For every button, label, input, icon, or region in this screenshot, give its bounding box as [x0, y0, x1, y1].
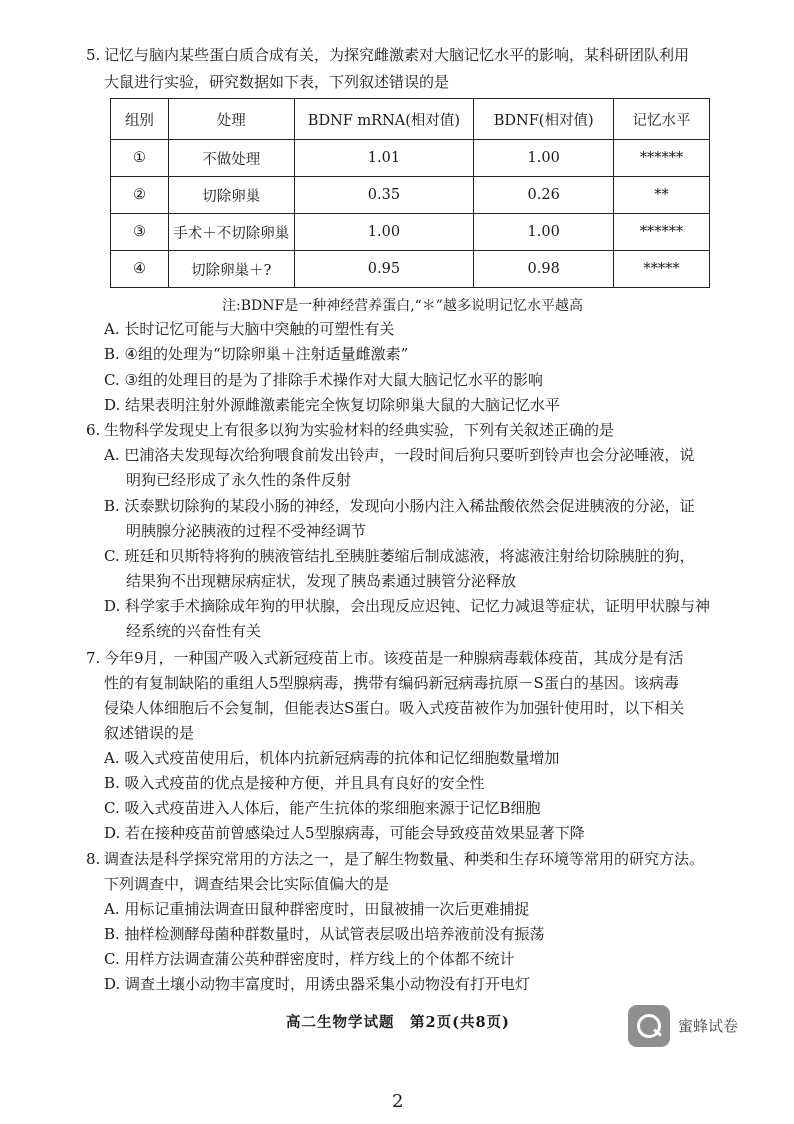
table-cell: 不做处理	[168, 140, 294, 177]
table-cell: ②	[111, 177, 169, 214]
page-number: 2	[392, 1091, 404, 1112]
question-5-option-a: A. 长时记忆可能与大脑中突触的可塑性有关	[104, 320, 395, 338]
table-cell: ①	[111, 140, 169, 177]
question-8-number: 8.	[86, 850, 101, 868]
question-5-stem-line-1: 记忆与脑内某些蛋白质合成有关，为探究雌激素对大脑记忆水平的影响，某科研团队利用	[104, 46, 690, 64]
header-bdnf-mrna: BDNF mRNA(相对值)	[294, 99, 474, 140]
table-cell: *****	[614, 251, 710, 288]
question-8-option-d: D. 调查土壤小动物丰富度时，用诱虫器采集小动物没有打开电灯	[104, 975, 531, 993]
question-7-stem-line-1: 今年9月，一种国产吸入式新冠疫苗上市。该疫苗是一种腺病毒载体疫苗，其成分是有活	[104, 649, 684, 667]
table-cell: 手术＋不切除卵巢	[168, 214, 294, 251]
table-header-row	[111, 99, 710, 140]
question-6-option-d-line-1: D. 科学家手术摘除成年狗的甲状腺，会出现反应迟钝、记忆力减退等症状，证明甲状腺与神	[104, 597, 711, 615]
header-bdnf: BDNF(相对值)	[474, 99, 614, 140]
question-5-number: 5.	[86, 46, 101, 64]
question-8-option-c: C. 用样方法调查蒲公英种群密度时，样方线上的个体都不统计	[104, 950, 515, 968]
question-7-option-a: A. 吸入式疫苗使用后，机体内抗新冠病毒的抗体和记忆细胞数量增加	[104, 749, 560, 767]
table-cell: **	[614, 177, 710, 214]
table-cell: 0.35	[294, 177, 474, 214]
table-cell: 1.01	[294, 140, 474, 177]
header-treatment: 处理	[168, 99, 294, 140]
question-7-option-b: B. 吸入式疫苗的优点是接种方便，并且具有良好的安全性	[104, 774, 485, 792]
table-row	[111, 177, 710, 214]
question-7-stem-line-3: 侵染人体细胞后不会复制，但能表达S蛋白。吸入式疫苗被作为加强针使用时，以下相关	[104, 699, 685, 717]
table-row	[111, 140, 710, 177]
table-cell: 切除卵巢＋?	[168, 251, 294, 288]
question-7-option-c: C. 吸入式疫苗进入人体后，能产生抗体的浆细胞来源于记忆B细胞	[104, 799, 541, 817]
question-7-option-d: D. 若在接种疫苗前曾感染过人5型腺病毒，可能会导致疫苗效果显著下降	[104, 824, 585, 842]
data-table	[110, 98, 710, 288]
question-7-number: 7.	[86, 649, 101, 667]
question-5-stem-line-2: 大鼠进行实验，研究数据如下表，下列叙述错误的是	[104, 73, 450, 91]
table-note: 注:BDNF是一种神经营养蛋白,“＊”越多说明记忆水平越高	[222, 298, 583, 314]
table-cell: 0.98	[474, 251, 614, 288]
question-6-stem: 生物科学发现史上有很多以狗为实验材料的经典实验，下列有关叙述正确的是	[104, 421, 615, 439]
table-cell: 1.00	[474, 214, 614, 251]
question-7-stem-line-4: 叙述错误的是	[104, 724, 195, 742]
table-row	[111, 214, 710, 251]
question-6-option-d-line-2: 经系统的兴奋性有关	[126, 622, 262, 640]
question-8-stem-line-2: 下列调查中，调查结果会比实际值偏大的是	[104, 875, 390, 893]
question-8-option-a: A. 用标记重捕法调查田鼠种群密度时，田鼠被捕一次后更难捕捉	[104, 900, 530, 918]
question-6-option-a-line-2: 明狗已经形成了永久性的条件反射	[126, 471, 352, 489]
table-cell: 1.00	[474, 140, 614, 177]
table-cell: ④	[111, 251, 169, 288]
table-cell: 0.95	[294, 251, 474, 288]
question-6-option-c-line-2: 结果狗不出现糖尿病症状，发现了胰岛素通过胰管分泌释放	[126, 572, 517, 590]
question-5-option-c: C. ③组的处理目的是为了排除手术操作对大鼠大脑记忆水平的影响	[104, 371, 543, 389]
header-group: 组别	[111, 99, 169, 140]
table-cell: 1.00	[294, 214, 474, 251]
table-cell: ******	[614, 214, 710, 251]
brand-logo-icon	[628, 1005, 670, 1047]
table-cell: ******	[614, 140, 710, 177]
header-memory-level: 记忆水平	[614, 99, 710, 140]
question-5-option-d: D. 结果表明注射外源雌激素能完全恢复切除卵巢大鼠的大脑记忆水平	[104, 396, 561, 414]
question-8-option-b: B. 抽样检测酵母菌种群数量时，从试管表层吸出培养液前没有振荡	[104, 925, 545, 943]
question-6-option-a-line-1: A. 巴浦洛夫发现每次给狗喂食前发出铃声，一段时间后狗只要听到铃声也会分泌唾液，说	[104, 446, 695, 464]
brand-name: 蜜蜂试卷	[678, 1017, 739, 1035]
question-6-number: 6.	[86, 421, 101, 439]
table-cell: ③	[111, 214, 169, 251]
question-8-stem-line-1: 调查法是科学探究常用的方法之一，是了解生物数量、种类和生存环境等常用的研究方法。	[104, 850, 705, 868]
question-7-stem-line-2: 性的有复制缺陷的重组人5型腺病毒，携带有编码新冠病毒抗原－S蛋白的基因。该病毒	[104, 674, 679, 692]
table-row	[111, 251, 710, 288]
page-footer: 高二生物学试题 第2页(共8页)	[286, 1014, 510, 1031]
question-6-option-c-line-1: C. 班廷和贝斯特将狗的胰液管结扎至胰脏萎缩后制成滤液，将滤液注射给切除胰脏的狗，	[104, 547, 695, 565]
question-6-option-b-line-1: B. 沃泰默切除狗的某段小肠的神经，发现向小肠内注入稀盐酸依然会促进胰液的分泌，证	[104, 497, 695, 515]
question-6-option-b-line-2: 明胰腺分泌胰液的过程不受神经调节	[126, 522, 367, 540]
table-cell: 切除卵巢	[168, 177, 294, 214]
table-cell: 0.26	[474, 177, 614, 214]
question-5-option-b: B. ④组的处理为“切除卵巢＋注射适量雌激素”	[104, 345, 409, 363]
